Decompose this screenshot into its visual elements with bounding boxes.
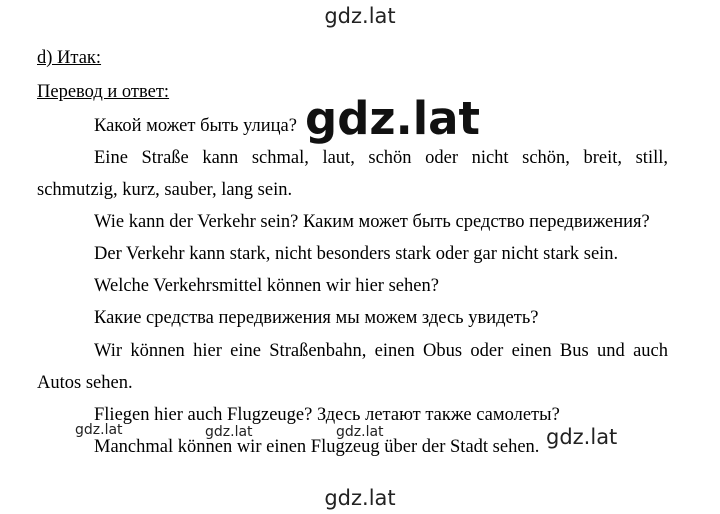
paragraph-question-street: Какой может быть улица? [94, 116, 297, 136]
paragraph-street-answer-line1: Eine Straße kann schmal, laut, schön oder nicht schön, breit, still, [94, 148, 668, 168]
paragraph-question-planes: Fliegen hier auch Flugzeuge? Здесь летают также самолеты? [94, 405, 560, 425]
paragraph-question-transport: Welche Verkehrsmittel können wir hier sehen? [94, 276, 439, 296]
paragraph-transport-answer-line1: Wir können hier eine Straßenbahn, einen Obus oder einen Bus und auch [94, 341, 668, 361]
section-label: d) Итак: [37, 48, 102, 68]
paragraph-question-traffic: Wie kann der Verkehr sein? Каким может быть средство передвижения? [94, 212, 650, 232]
watermark-large: gdz.lat [305, 92, 481, 145]
watermark-small-left: gdz.lat [75, 422, 123, 438]
paragraph-planes-answer: Manchmal können wir einen Flugzeug über der Stadt sehen. [94, 437, 540, 457]
paragraph-street-answer-line2: schmutzig, kurz, sauber, lang sein. [37, 180, 293, 200]
paragraph-question-transport-ru: Какие средства передвижения мы можем здесь увидеть? [94, 308, 539, 328]
paragraph-transport-answer-line2: Autos sehen. [37, 373, 133, 393]
watermark-bottom: gdz.lat [324, 486, 396, 510]
subsection-label: Перевод и ответ: [37, 82, 170, 102]
watermark-top: gdz.lat [324, 4, 396, 28]
watermark-small-middle: gdz.lat [205, 424, 253, 440]
watermark-right: gdz.lat [546, 425, 618, 449]
watermark-small-center: gdz.lat [336, 424, 384, 440]
paragraph-traffic-answer: Der Verkehr kann stark, nicht besonders stark oder gar nicht stark sein. [94, 244, 619, 264]
